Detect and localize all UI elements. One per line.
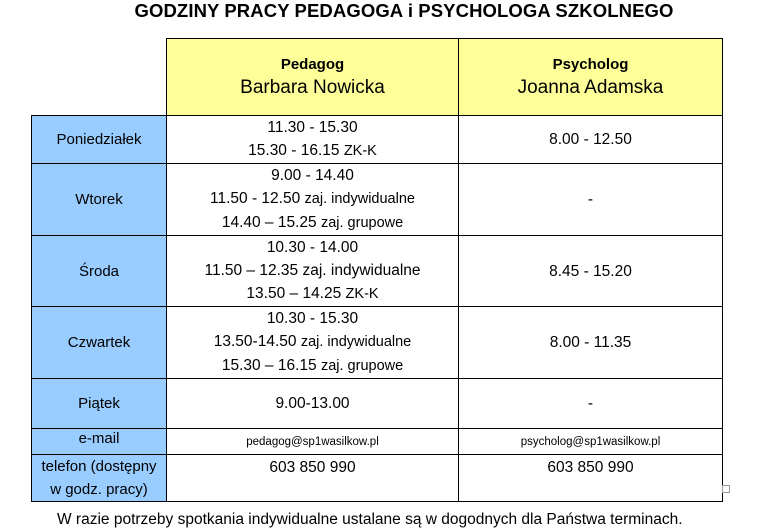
session-note: zaj. indywidualne	[304, 191, 415, 207]
time-range: 15.30 - 16.15	[248, 142, 340, 159]
pedagog-role: Pedagog	[280, 56, 345, 73]
table-row	[32, 164, 723, 236]
phone-label	[32, 455, 167, 502]
page-title: GODZINY PRACY PEDAGOGA i PSYCHOLOGA SZKOLNEGO	[134, 0, 674, 21]
corner-cell	[32, 39, 167, 116]
psycholog-email[interactable]: psycholog@sp1wasilkow.pl	[459, 429, 723, 455]
psycholog-hours: -	[459, 379, 723, 429]
pedagog-hours	[167, 116, 459, 164]
time-range: 11.50 - 12.50	[210, 190, 301, 207]
psycholog-hours: 8.00 - 12.50	[459, 116, 723, 164]
time-range: 13.50 – 14.25	[246, 285, 342, 302]
pedagog-hours	[167, 379, 459, 429]
time-range: 10.30 - 15.30	[266, 310, 359, 327]
table-row	[32, 307, 723, 379]
time-range: 9.00-13.00	[275, 395, 350, 412]
phone-row	[32, 455, 723, 502]
time-range: 11.30 - 15.30	[267, 119, 358, 136]
psycholog-hours: 8.00 - 11.35	[459, 307, 723, 379]
header-row	[32, 39, 723, 116]
session-note: zaj. indywidualne	[302, 262, 421, 279]
table-row	[32, 379, 723, 429]
pedagog-hours	[167, 236, 459, 307]
day-label: Wtorek	[32, 164, 167, 236]
day-label: Piątek	[32, 379, 167, 429]
psycholog-name: Joanna Adamska	[517, 77, 664, 98]
pedagog-email[interactable]: pedagog@sp1wasilkow.pl	[167, 429, 459, 455]
table-row	[32, 236, 723, 307]
table-row	[32, 116, 723, 164]
time-range: 10.30 - 14.00	[266, 239, 359, 256]
day-label: Poniedziałek	[32, 116, 167, 164]
session-note: zaj. grupowe	[320, 358, 404, 374]
psycholog-header	[459, 39, 723, 116]
table-resize-handle[interactable]	[722, 485, 730, 493]
phone-label-line1: telefon (dostępny	[41, 458, 157, 475]
time-range: 13.50-14.50	[213, 333, 297, 350]
pedagog-name: Barbara Nowicka	[240, 77, 385, 98]
time-range: 15.30 – 16.15	[221, 357, 317, 374]
time-range: 14.40 – 15.25	[221, 214, 317, 231]
time-range: 9.00 - 14.40	[271, 167, 354, 184]
session-note: zaj. indywidualne	[300, 334, 412, 350]
session-note: ZK-K	[345, 286, 379, 302]
footer-note: W razie potrzeby spotkania indywidualne ustalane są w dogodnych dla Państwa terminach.	[57, 511, 683, 528]
time-range: 11.50 – 12.35	[204, 262, 299, 279]
psycholog-role: Psycholog	[552, 56, 629, 73]
day-label: Czwartek	[32, 307, 167, 379]
pedagog-hours	[167, 164, 459, 236]
email-label: e-mail	[32, 429, 167, 455]
pedagog-phone: 603 850 990	[167, 455, 459, 502]
pedagog-header	[167, 39, 459, 116]
session-note: zaj. grupowe	[320, 215, 404, 231]
session-note: ZK-K	[343, 143, 377, 159]
psycholog-hours: 8.45 - 15.20	[459, 236, 723, 307]
psycholog-phone: 603 850 990	[459, 455, 723, 502]
psycholog-hours: -	[459, 164, 723, 236]
phone-label-line2: w godz. pracy)	[50, 481, 148, 498]
pedagog-hours	[167, 307, 459, 379]
schedule-table	[31, 38, 723, 502]
day-label: Środa	[32, 236, 167, 307]
email-row	[32, 429, 723, 455]
